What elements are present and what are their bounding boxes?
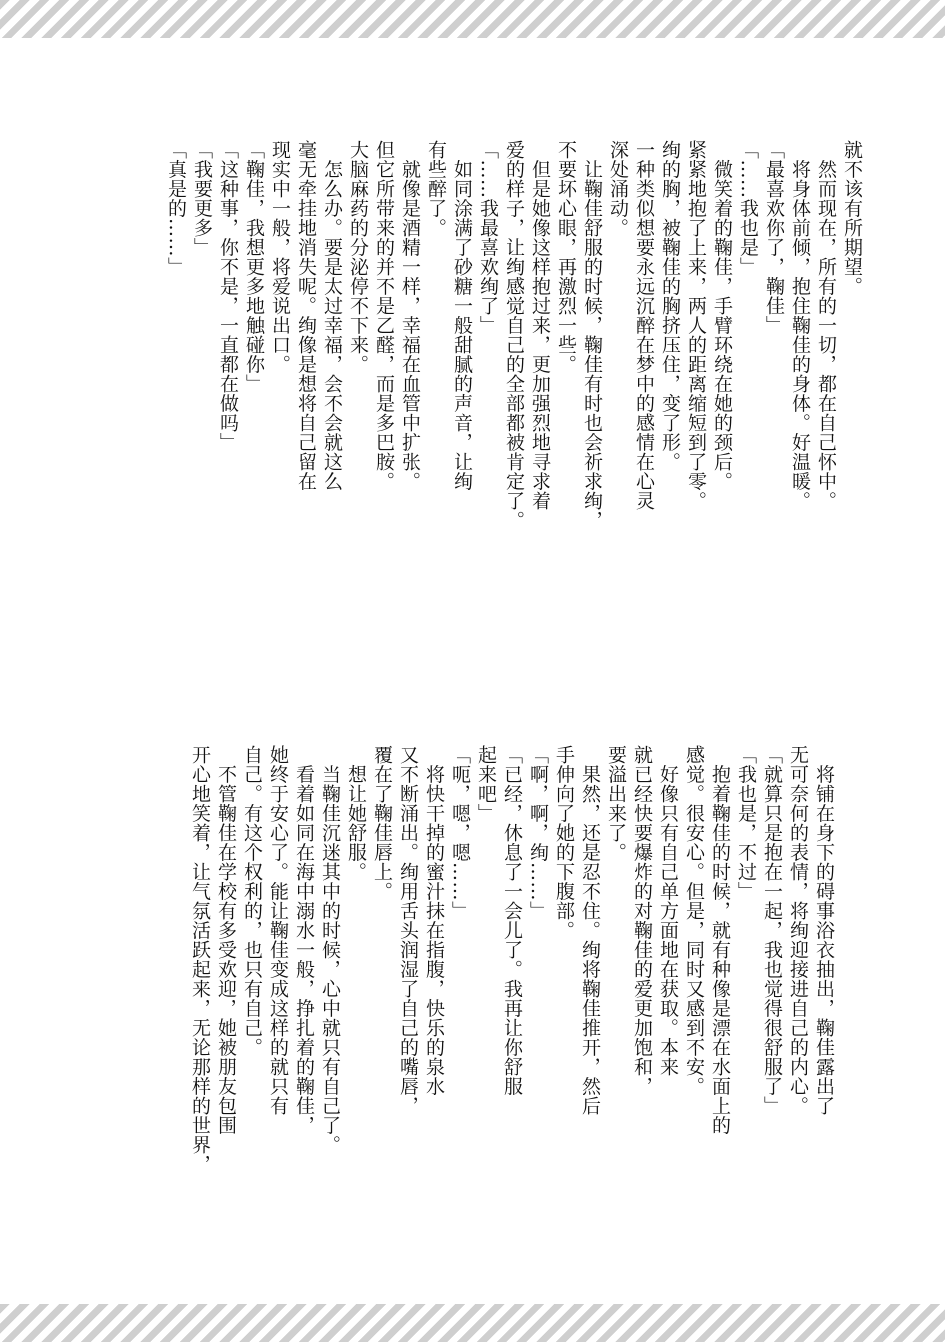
text-line: 「我也是，不过」: [735, 745, 757, 901]
text-line: 一种类似想要永远沉醉在梦中的感情在心灵: [633, 140, 655, 511]
text-line: 自己。有这个权利的，也只有自己。: [241, 745, 263, 1057]
text-line: 不要坏心眼，再激烈一些。: [555, 140, 577, 374]
text-line: 「……我最喜欢绚了」: [477, 140, 499, 335]
text-block-lower: [187, 745, 837, 1225]
text-line: 起来吧」: [475, 745, 497, 823]
text-line: 大脑麻药的分泌停不下来。: [347, 140, 369, 374]
text-line: 当鞠佳沉迷其中的时候，心中就只有自己了。: [319, 745, 341, 1155]
text-line: 就已经快要爆炸的对鞠佳的爱更加饱和，: [631, 745, 653, 1096]
text-line: 然而现在，所有的一切，都在自己怀中。: [815, 140, 837, 511]
text-line: 「就算只是抱在一起，我也觉得很舒服了」: [761, 745, 783, 1116]
text-line: 爱的样子，让绚感觉自己的全部都被肯定了。: [503, 140, 525, 530]
text-line: 开心地笑着，让气氛活跃起来，无论那样的世界，: [189, 745, 211, 1174]
text-line: 怎么办。要是太过幸福，会不会就这么: [321, 140, 343, 491]
text-line: 「这种事，你不是，一直都在做吗」: [217, 140, 239, 452]
text-line: 她终于安心了。能让鞠佳变成这样的就只有: [267, 745, 289, 1116]
text-line: 如同涂满了砂糖一般甜腻的声音，让绚: [451, 140, 473, 491]
text-block-upper: [163, 140, 865, 620]
text-line: 「……我也是」: [737, 140, 759, 277]
text-line: 将铺在身下的碍事浴衣抽出，鞠佳露出了: [813, 745, 835, 1116]
text-line: 感觉。很安心。但是，同时又感到不安。: [683, 745, 705, 1096]
text-line: 「我要更多」: [191, 140, 213, 257]
text-line: 绚的胸，被鞠佳的胸挤压住，变了形。: [659, 140, 681, 472]
text-line: 又不断涌出。绚用舌头润湿了自己的嘴唇，: [397, 745, 419, 1116]
text-line: 就不该有所期望。: [841, 140, 863, 296]
text-line: 要溢出来了。: [605, 745, 627, 862]
text-line: 紧紧地抱了上来，两人的距离缩短到了零。: [685, 140, 707, 511]
text-line: 手伸向了她的下腹部。: [553, 745, 575, 940]
decorative-stripe-bottom: [0, 1304, 945, 1342]
text-line: 无可奈何的表情，将绚迎接进自己的内心。: [787, 745, 809, 1116]
text-line: 看着如同在海中溺水一般，挣扎着的鞠佳，: [293, 745, 315, 1135]
text-line: 「呃，嗯，嗯……」: [449, 745, 471, 921]
text-line: 现实中一般，将爱说出口。: [269, 140, 291, 374]
text-line: 「已经，休息了一会儿了。我再让你舒服: [501, 745, 523, 1096]
text-line: 将快干掉的蜜汁抹在指腹，快乐的泉水: [423, 745, 445, 1096]
text-line: 将身体前倾，抱住鞠佳的身体。好温暖。: [789, 140, 811, 511]
text-line: 微笑着的鞠佳，手臂环绕在她的颈后。: [711, 140, 733, 491]
text-line: 但是她像这样抱过来，更加强烈地寻求着: [529, 140, 551, 511]
text-line: 「真是的……」: [165, 140, 187, 277]
text-line: 毫无牵挂地消失呢。绚像是想将自己留在: [295, 140, 317, 491]
text-line: 不管鞠佳在学校有多受欢迎，她被朋友包围: [215, 745, 237, 1135]
text-line: 有些醉了。: [425, 140, 447, 238]
text-line: 「啊，啊，绚……」: [527, 745, 549, 921]
text-line: 好像只有自己单方面地在获取。本来: [657, 745, 679, 1077]
text-line: 就像是酒精一样，幸福在血管中扩张。: [399, 140, 421, 491]
text-line: 深处涌动。: [607, 140, 629, 238]
text-line: 让鞠佳舒服的时候，鞠佳有时也会祈求绚，: [581, 140, 603, 530]
text-line: 果然，还是忍不住。绚将鞠佳推开，然后: [579, 745, 601, 1116]
text-line: 「鞠佳，我想更多地触碰你」: [243, 140, 265, 394]
decorative-stripe-top: [0, 0, 945, 38]
text-line: 但它所带来的并不是乙醛，而是多巴胺。: [373, 140, 395, 491]
text-line: 覆在了鞠佳唇上。: [371, 745, 393, 901]
text-line: 抱着鞠佳的时候，就有种像是漂在水面上的: [709, 745, 731, 1135]
text-line: 想让她舒服。: [345, 745, 367, 882]
text-line: 「最喜欢你了，鞠佳」: [763, 140, 785, 335]
